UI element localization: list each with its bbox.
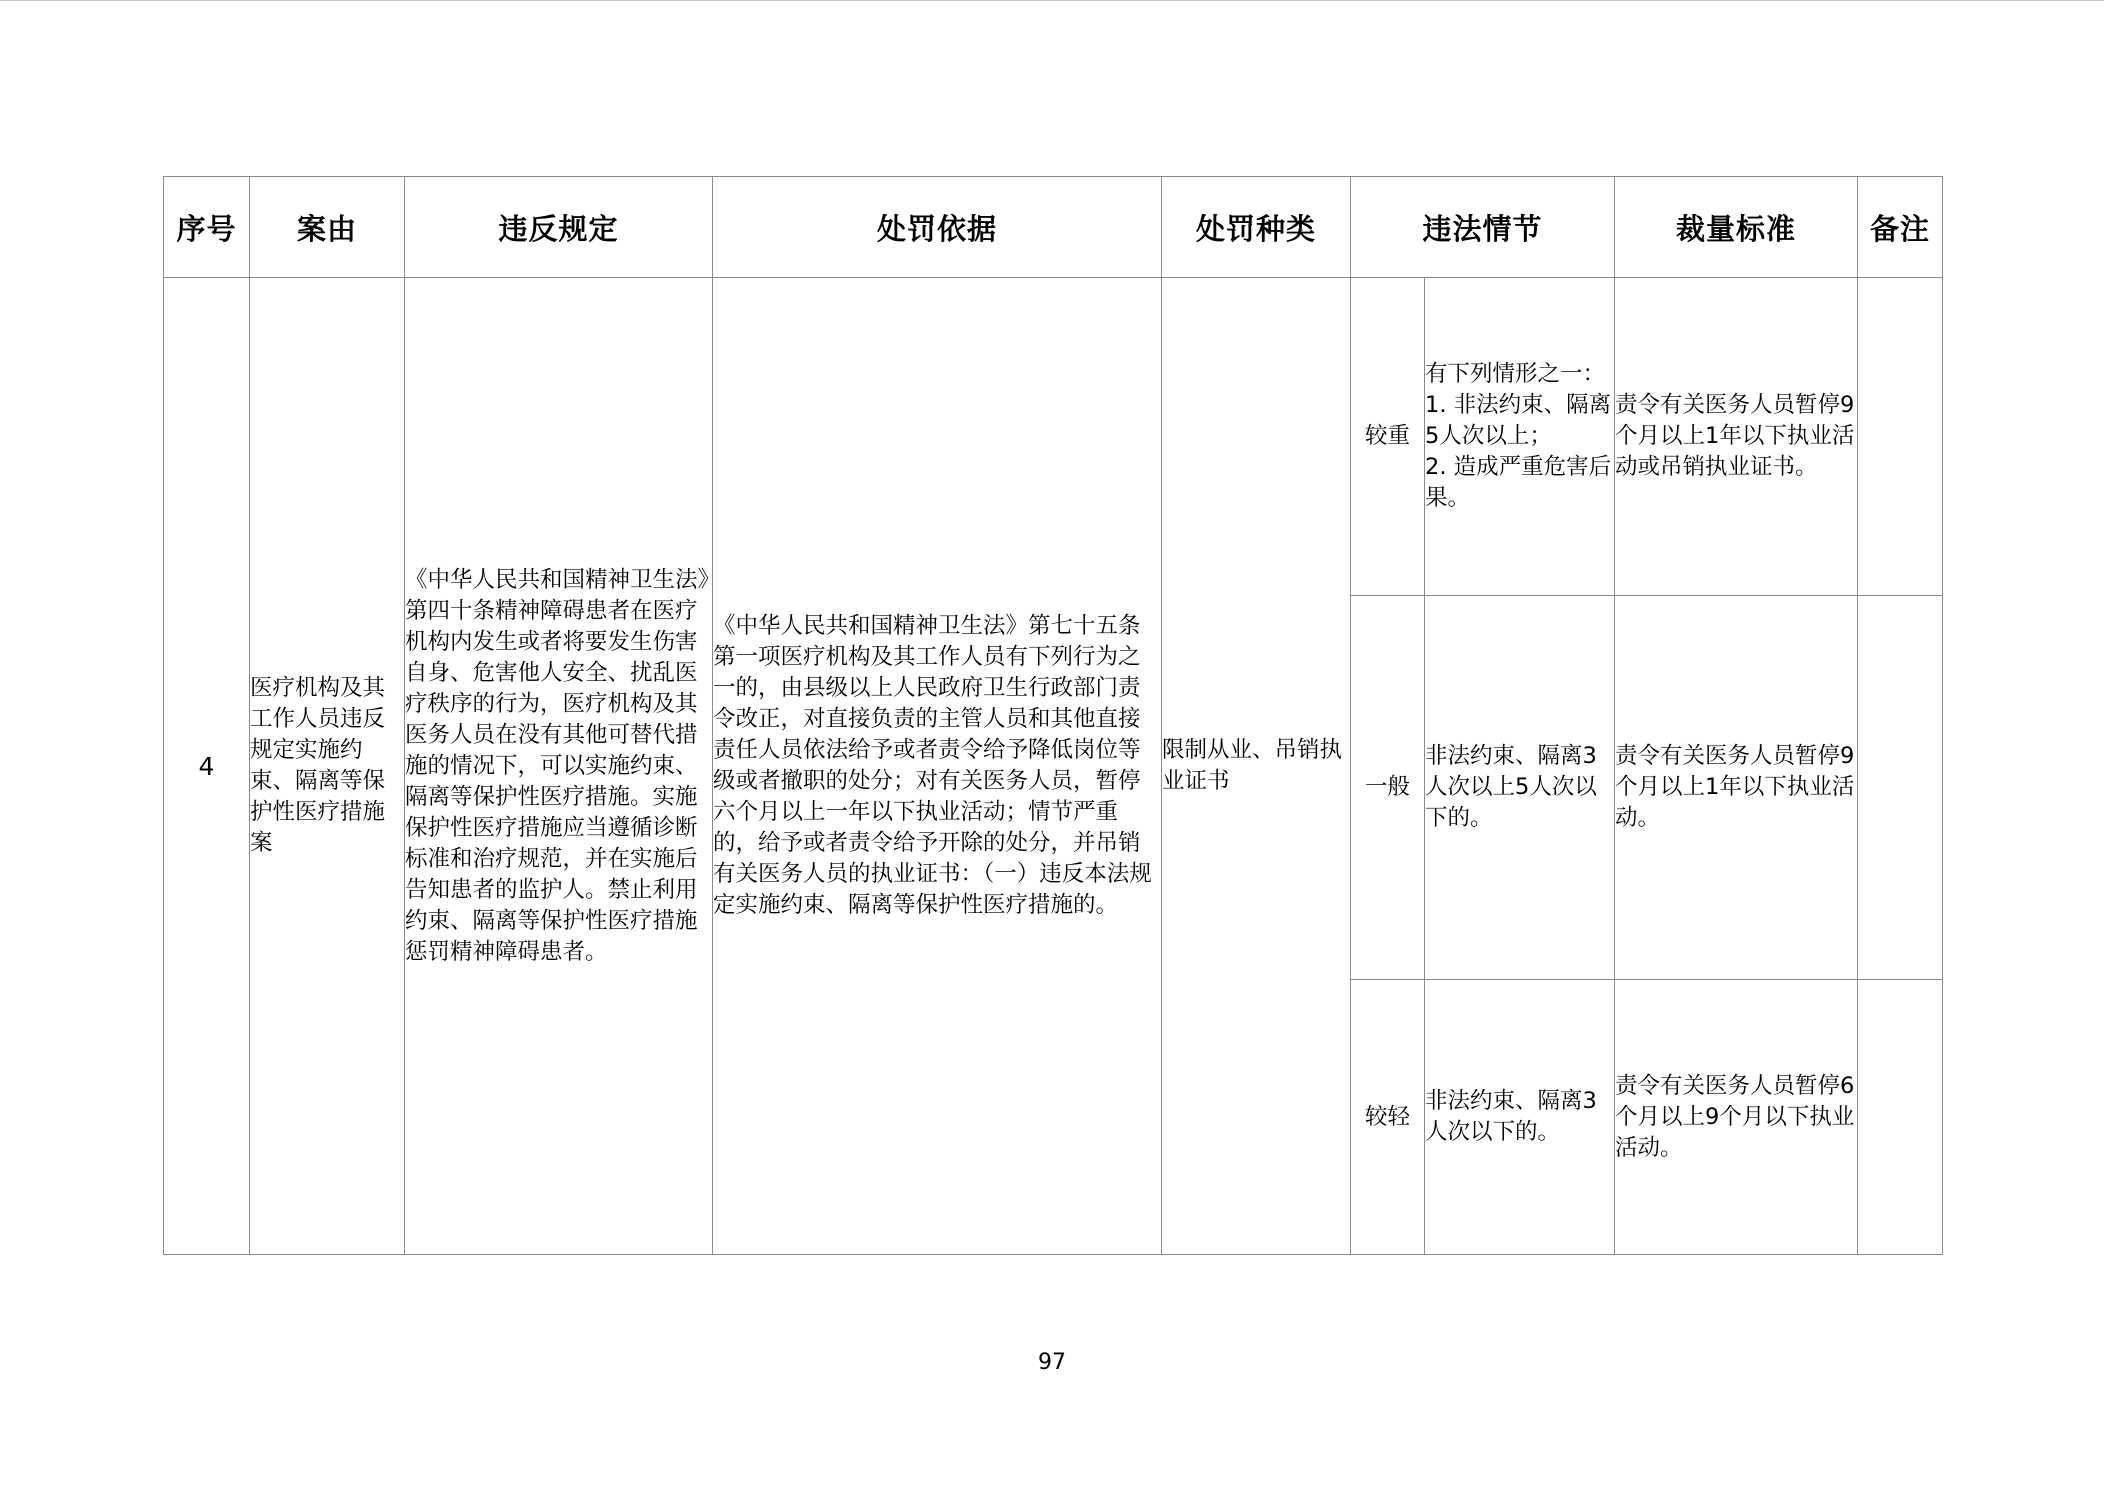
cell-remark-minor: [1858, 980, 1943, 1255]
header-regulation: 违反规定: [405, 177, 713, 278]
cell-standard-severe: 责令有关医务人员暂停9个月以上1年以下执业活动或吊销执业证书。: [1615, 278, 1858, 596]
cell-circumstance-general: 非法约束、隔离3人次以上5人次以下的。: [1425, 596, 1615, 980]
cell-penalty-type: 限制从业、吊销执业证书: [1162, 278, 1351, 1255]
cell-level-minor: 较轻: [1351, 980, 1425, 1255]
cell-seq: 4: [164, 278, 250, 1255]
header-case: 案由: [250, 177, 405, 278]
cell-remark-general: [1858, 596, 1943, 980]
header-standard: 裁量标准: [1615, 177, 1858, 278]
cell-case: 医疗机构及其工作人员违反规定实施约束、隔离等保护性医疗措施案: [250, 278, 405, 1255]
page-number: 97: [1038, 1350, 1066, 1375]
header-seq: 序号: [164, 177, 250, 278]
penalty-discretion-table: [163, 176, 1943, 1255]
cell-standard-minor: 责令有关医务人员暂停6个月以上9个月以下执业活动。: [1615, 980, 1858, 1255]
cell-basis: 《中华人民共和国精神卫生法》第七十五条第一项医疗机构及其工作人员有下列行为之一的，由县级以上人民政府卫生行政部门责令改正，对直接负责的主管人员和其他直接责任人员依法给予或者责令给予降低岗位等级或者撤职的处分；对有关医务人员，暂停六个月以上一年以下执业活动；情节严重的，给予或者责令给予开除的处分，并吊销有关医务人员的执业证书：（一）违反本法规定实施约束、隔离等保护性医疗措施的。: [713, 278, 1162, 1255]
header-basis: 处罚依据: [713, 177, 1162, 278]
table-row-severe: [164, 278, 1943, 596]
cell-level-severe: 较重: [1351, 278, 1425, 596]
cell-standard-general: 责令有关医务人员暂停9个月以上1年以下执业活动。: [1615, 596, 1858, 980]
cell-circumstance-severe: 有下列情形之一： 1. 非法约束、隔离5人次以上； 2. 造成严重危害后果。: [1425, 278, 1615, 596]
header-circumstances: 违法情节: [1351, 177, 1615, 278]
cell-level-general: 一般: [1351, 596, 1425, 980]
page-top-border: [0, 0, 2104, 1]
cell-circumstance-minor: 非法约束、隔离3人次以下的。: [1425, 980, 1615, 1255]
header-row: [164, 177, 1943, 278]
header-penalty-type: 处罚种类: [1162, 177, 1351, 278]
header-remarks: 备注: [1858, 177, 1943, 278]
cell-remark-severe: [1858, 278, 1943, 596]
cell-regulation: 《中华人民共和国精神卫生法》第四十条精神障碍患者在医疗机构内发生或者将要发生伤害自身、危害他人安全、扰乱医疗秩序的行为，医疗机构及其医务人员在没有其他可替代措施的情况下，可以实施约束、隔离等保护性医疗措施。实施保护性医疗措施应当遵循诊断标准和治疗规范，并在实施后告知患者的监护人。禁止利用约束、隔离等保护性医疗措施惩罚精神障碍患者。: [405, 278, 713, 1255]
